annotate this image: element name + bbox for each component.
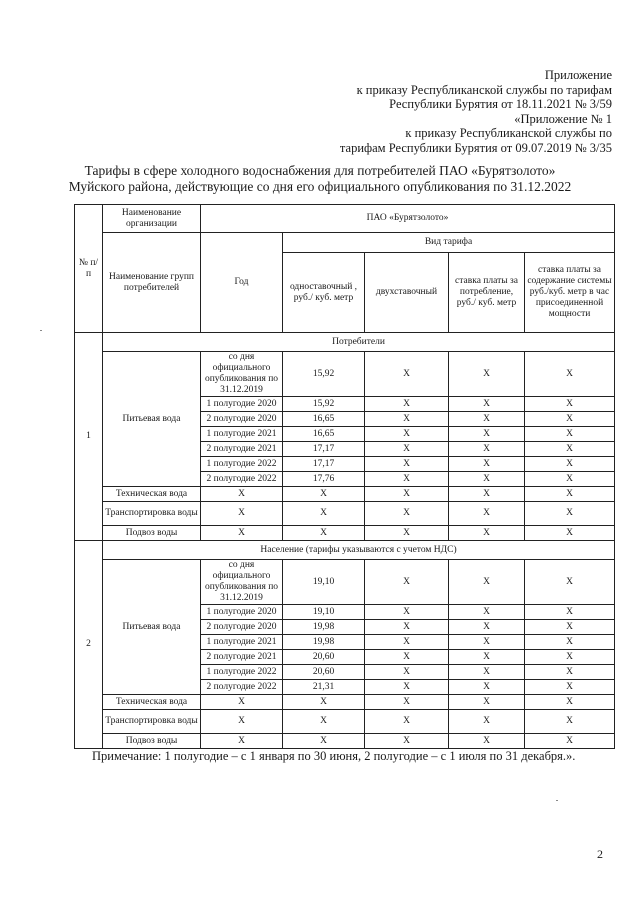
col-groups-header: Наименование групп потребителей [103,233,201,333]
period-cell: со дня официального опубликования по 31.12.2019 [201,352,283,397]
tariff-not-applicable: X [449,397,525,412]
tariff-not-applicable: X [449,620,525,635]
tariff-not-applicable: X [525,412,615,427]
document-title [40,163,600,195]
tariff-not-applicable: X [365,605,449,620]
consumer-group: Подвоз воды [103,734,201,749]
tariff-not-applicable: X [525,472,615,487]
tariff-not-applicable: X [449,526,525,541]
tariff-not-applicable: X [525,352,615,397]
section-label-row [75,333,615,352]
period-cell: 2 полугодие 2022 [201,680,283,695]
table-row [75,710,615,734]
tariff-value: 15,92 [283,352,365,397]
tariff-not-applicable: X [525,734,615,749]
tariff-one-rate-header: одноставочный , руб./ куб. метр [283,253,365,333]
tariff-value: 17,76 [283,472,365,487]
tariff-not-applicable: X [449,665,525,680]
tariff-not-applicable: X [525,710,615,734]
page-number: 2 [597,847,603,861]
tariff-not-applicable: X [449,352,525,397]
period-cell: 1 полугодие 2021 [201,635,283,650]
consumer-group: Подвоз воды [103,526,201,541]
table-row [75,352,615,397]
tariff-consumption-header: ставка платы за потребление, руб./ куб. метр [449,253,525,333]
tariff-not-applicable: X [449,635,525,650]
section-label: Население (тарифы указываются с учетом НДС) [103,541,615,560]
tariff-not-applicable: X [525,442,615,457]
tariff-not-applicable: X [365,665,449,680]
period-cell: 2 полугодие 2021 [201,650,283,665]
section-number: 1 [75,333,103,541]
period-cell: 1 полугодие 2022 [201,457,283,472]
col-num-header: № п/п [75,205,103,333]
tariff-not-applicable: X [283,487,365,502]
tariff-not-applicable: X [449,427,525,442]
tariff-not-applicable: X [525,397,615,412]
tariff-not-applicable: X [283,502,365,526]
table-row [75,695,615,710]
org-name: ПАО «Бурятзолото» [201,205,615,233]
tariff-not-applicable: X [365,457,449,472]
tariff-not-applicable: X [365,560,449,605]
tariff-not-applicable: X [525,560,615,605]
tariff-not-applicable: X [283,695,365,710]
tariff-not-applicable: X [201,710,283,734]
tariff-value: 17,17 [283,442,365,457]
table-row [75,487,615,502]
tariff-not-applicable: X [365,680,449,695]
tariff-two-rate-header: двухставочный [365,253,449,333]
tariff-not-applicable: X [525,695,615,710]
tariff-value: 19,10 [283,605,365,620]
period-cell: 1 полугодие 2022 [201,665,283,680]
tariff-not-applicable: X [365,734,449,749]
tariff-not-applicable: X [525,457,615,472]
section-label: Потребители [103,333,615,352]
tariff-not-applicable: X [283,526,365,541]
tariff-not-applicable: X [449,442,525,457]
tariff-type-header: Вид тарифа [283,233,615,253]
period-cell: 1 полугодие 2020 [201,605,283,620]
consumer-group: Транспортировка воды [103,502,201,526]
tariff-not-applicable: X [365,620,449,635]
tariff-not-applicable: X [365,526,449,541]
tariff-not-applicable: X [449,734,525,749]
tariff-table [74,204,615,749]
tariff-not-applicable: X [449,560,525,605]
period-cell: 1 полугодие 2021 [201,427,283,442]
period-cell: 2 полугодие 2020 [201,412,283,427]
period-cell: 2 полугодие 2022 [201,472,283,487]
col-org-header: Наименование организации [103,205,201,233]
tariff-not-applicable: X [525,605,615,620]
tariff-not-applicable: X [365,472,449,487]
header-line: «Приложение № 1 [514,111,612,126]
consumer-group: Техническая вода [103,695,201,710]
tariff-value: 19,98 [283,620,365,635]
table-row [75,526,615,541]
appendix-header [292,68,612,156]
section-label-row [75,541,615,560]
tariff-value: 16,65 [283,427,365,442]
title-line: Муйского района, действующие со дня его официального опубликования по 31.12.2022 [68,179,572,194]
tariff-not-applicable: X [449,502,525,526]
consumer-group: Транспортировка воды [103,710,201,734]
tariff-not-applicable: X [525,635,615,650]
tariff-not-applicable: X [201,487,283,502]
tariff-not-applicable: X [365,427,449,442]
table-row [75,502,615,526]
period-cell: со дня официального опубликования по 31.12.2019 [201,560,283,605]
consumer-group-drinking-water: Питьевая вода [103,352,201,487]
title-line: Тарифы в сфере холодного водоснабжения для потребителей ПАО «Бурятзолото» [84,163,556,178]
tariff-not-applicable: X [525,665,615,680]
tariff-not-applicable: X [365,487,449,502]
header-line: тарифам Республики Бурятия от 09.07.2019 № 3/35 [339,140,612,155]
tariff-not-applicable: X [449,680,525,695]
tariff-not-applicable: X [449,412,525,427]
tariff-not-applicable: X [201,695,283,710]
footnote: Примечание: 1 полугодие – с 1 января по 30 июня, 2 полугодие – с 1 июля по 31 декабря.». [92,749,576,763]
col-year-header: Год [201,233,283,333]
section-number: 2 [75,541,103,749]
tariff-not-applicable: X [283,734,365,749]
header-line: к приказу Республиканской службы по [405,126,612,141]
scan-speck [40,330,42,331]
tariff-not-applicable: X [283,710,365,734]
tariff-value: 16,65 [283,412,365,427]
tariff-not-applicable: X [201,502,283,526]
table-row [75,560,615,605]
tariff-not-applicable: X [365,502,449,526]
table-row [75,734,615,749]
tariff-not-applicable: X [449,650,525,665]
tariff-not-applicable: X [449,695,525,710]
tariff-not-applicable: X [365,635,449,650]
tariff-not-applicable: X [365,352,449,397]
tariff-not-applicable: X [365,397,449,412]
tariff-value: 20,60 [283,665,365,680]
tariff-value: 21,31 [283,680,365,695]
tariff-not-applicable: X [525,680,615,695]
tariff-not-applicable: X [449,710,525,734]
tariff-capacity-header: ставка платы за содержание системы руб./куб. метр в час присоединенной мощности [525,253,615,333]
tariff-not-applicable: X [525,502,615,526]
period-cell: 2 полугодие 2021 [201,442,283,457]
tariff-not-applicable: X [365,412,449,427]
tariff-value: 20,60 [283,650,365,665]
tariff-not-applicable: X [449,457,525,472]
header-line: Республики Бурятия от 18.11.2021 № 3/59 [389,97,612,112]
tariff-not-applicable: X [365,695,449,710]
consumer-group-drinking-water: Питьевая вода [103,560,201,695]
tariff-not-applicable: X [201,526,283,541]
tariff-value: 19,10 [283,560,365,605]
tariff-value: 17,17 [283,457,365,472]
tariff-not-applicable: X [525,620,615,635]
tariff-not-applicable: X [365,710,449,734]
scan-speck [556,800,558,801]
consumer-group: Техническая вода [103,487,201,502]
tariff-not-applicable: X [525,526,615,541]
tariff-not-applicable: X [449,605,525,620]
tariff-not-applicable: X [449,487,525,502]
tariff-not-applicable: X [201,734,283,749]
tariff-not-applicable: X [525,427,615,442]
tariff-value: 15,92 [283,397,365,412]
tariff-not-applicable: X [365,442,449,457]
header-line: Приложение [544,68,612,82]
tariff-not-applicable: X [525,650,615,665]
tariff-not-applicable: X [525,487,615,502]
tariff-not-applicable: X [365,650,449,665]
header-line: к приказу Республиканской службы по тарифам [356,82,612,97]
period-cell: 1 полугодие 2020 [201,397,283,412]
tariff-value: 19,98 [283,635,365,650]
period-cell: 2 полугодие 2020 [201,620,283,635]
tariff-not-applicable: X [449,472,525,487]
